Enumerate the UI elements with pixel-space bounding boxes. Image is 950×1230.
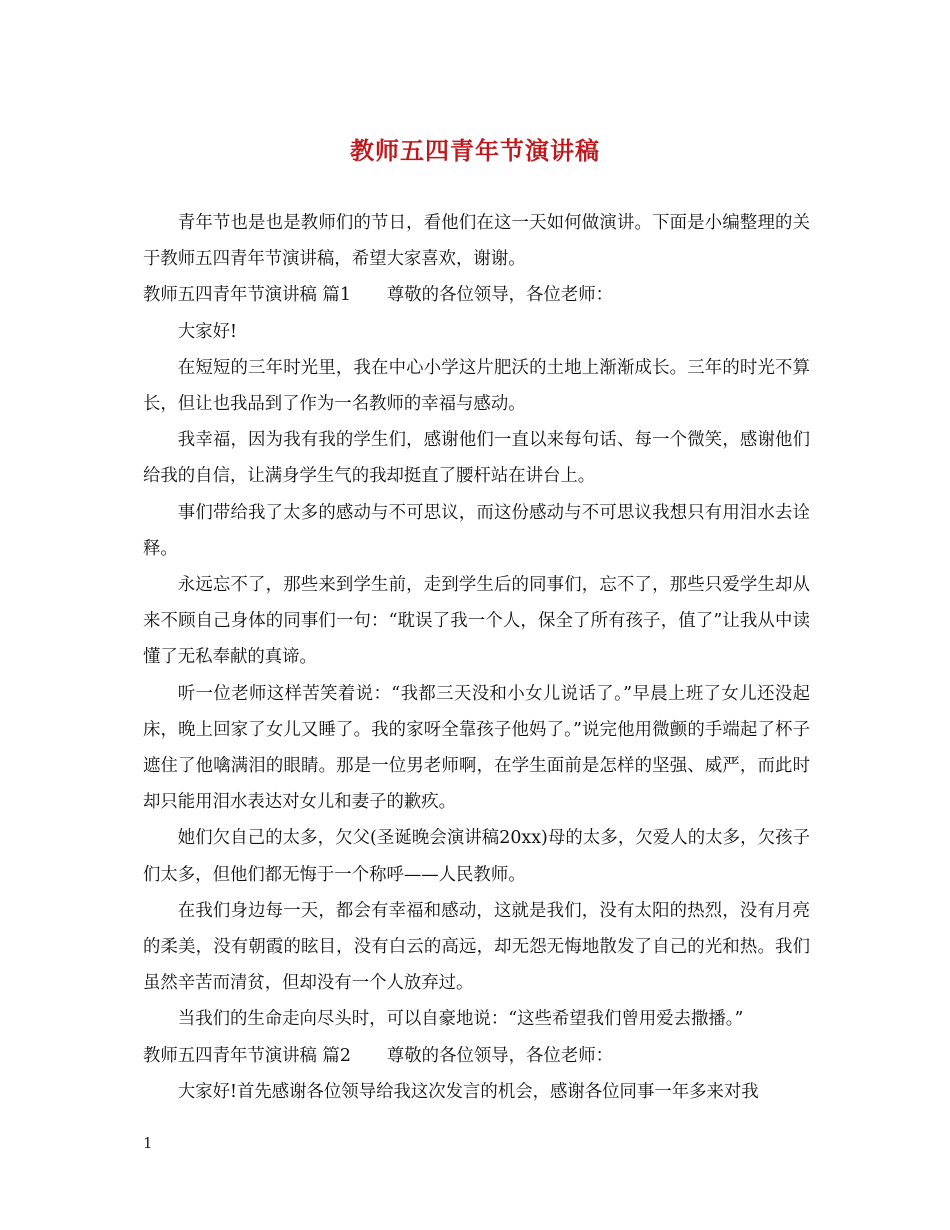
section-1-header <box>143 277 810 313</box>
document-title: 教师五四青年节演讲稿 <box>350 137 600 165</box>
paragraph: 永远忘不了，那些来到学生前，走到学生后的同事们，忘不了，那些只爱学生却从来不顾自己身体的同事们一句：“耽误了我一个人，保全了所有孩子，值了”让我从中读懂了无私奉献的真谛。 <box>143 575 810 668</box>
paragraph: 事们带给我了太多的感动与不可思议，而这份感动与不可思议我想只有用泪水去诠释。 <box>143 502 810 559</box>
intro-paragraph: 青年节也是也是教师们的节日，看他们在这一天如何做演讲。下面是小编整理的关于教师五四青年节演讲稿，希望大家喜欢，谢谢。 <box>143 213 810 270</box>
section-1-heading: 教师五四青年节演讲稿 篇1 <box>143 285 351 306</box>
paragraph: 听一位老师这样苦笑着说：“我都三天没和小女儿说话了。”早晨上班了女儿还没起床，晚上回家了女儿又睡了。我的家呀全靠孩子他妈了。”说完他用微颤的手端起了杯子遮住了他噙满泪的眼睛。那是一位男老师啊，在学生面前是怎样的坚强、威严，而此时却只能用泪水表达对女儿和妻子的歉疚。 <box>143 683 810 813</box>
page-number: 1 <box>143 1134 153 1152</box>
paragraph: 大家好!首先感谢各位领导给我这次发言的机会，感谢各位同事一年多来对我 <box>177 1081 759 1102</box>
paragraph: 在短短的三年时光里，我在中心小学这片肥沃的土地上渐渐成长。三年的时光不算长，但让也我品到了作为一名教师的幸福与感动。 <box>143 357 810 415</box>
paragraph: 她们欠自己的太多，欠父(圣诞晚会演讲稿20xx)母的太多，欠爱人的太多，欠孩子们太多，但他们都无悔于一个称呼——人民教师。 <box>143 828 810 885</box>
section-1-salutation: 尊敬的各位领导，各位老师： <box>386 285 613 306</box>
section-2-salutation: 尊敬的各位领导，各位老师： <box>386 1045 613 1066</box>
paragraph: 在我们身边每一天，都会有幸福和感动，这就是我们，没有太阳的热烈，没有月亮的柔美，没有朝霞的眩目，没有白云的高远，却无怨无悔地散发了自己的光和热。我们虽然辛苦而清贫，但却没有一个人放弃过。 <box>143 900 810 994</box>
paragraph: 我幸福，因为我有我的学生们，感谢他们一直以来每句话、每一个微笑，感谢他们给我的自信，让满身学生气的我却挺直了腰杆站在讲台上。 <box>143 430 810 487</box>
section-2-heading: 教师五四青年节演讲稿 篇2 <box>143 1045 351 1066</box>
paragraph: 当我们的生命走向尽头时，可以自豪地说：“这些希望我们曾用爱去撒播。” <box>177 1009 744 1030</box>
document-body <box>143 205 810 1110</box>
section-2-header <box>143 1038 810 1074</box>
paragraph: 大家好! <box>177 321 237 342</box>
